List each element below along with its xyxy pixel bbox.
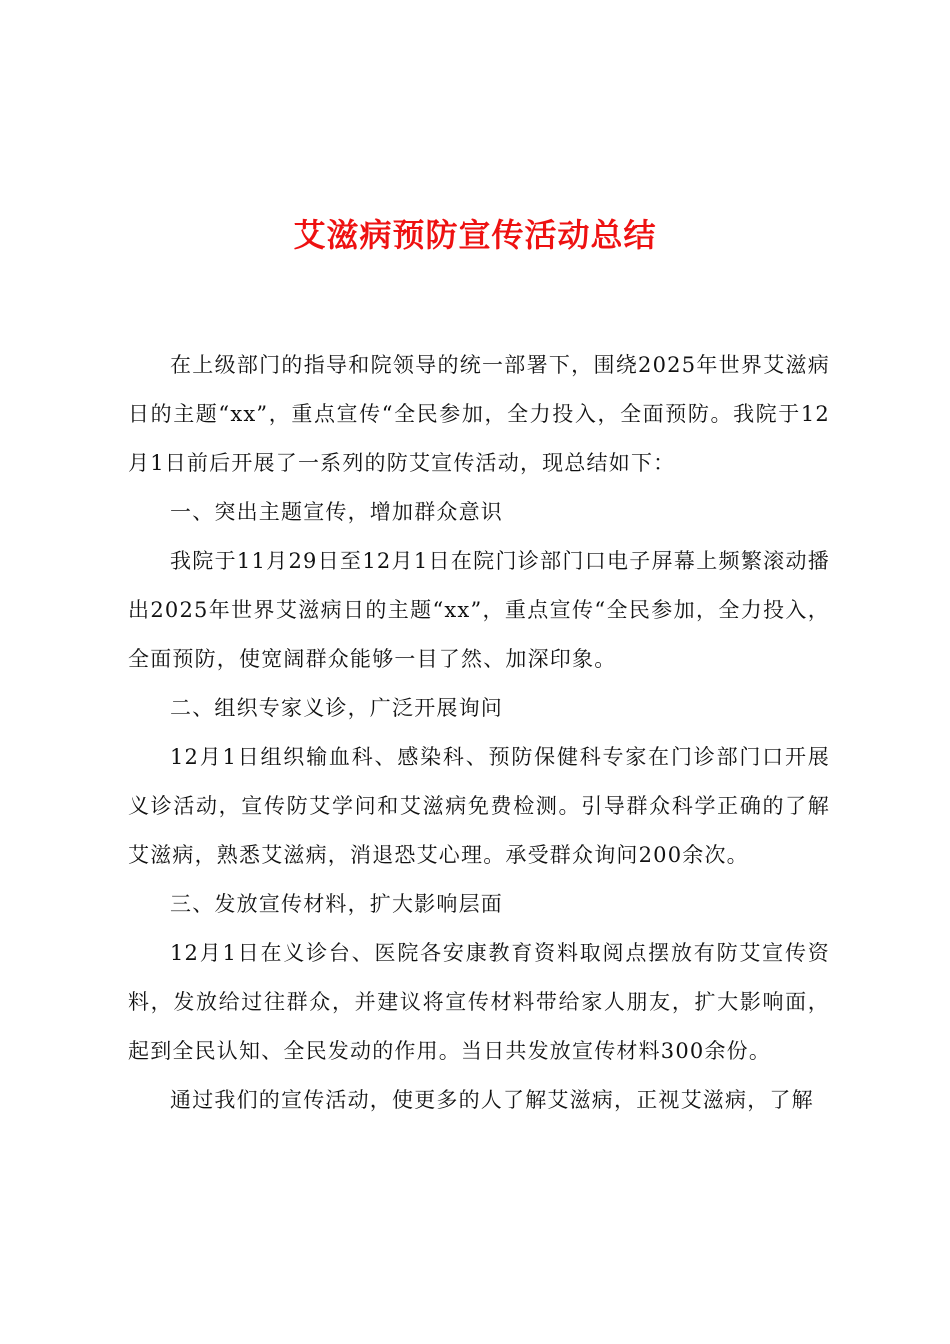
intro-paragraph: 在上级部门的指导和院领导的统一部署下，围绕2025年世界艾滋病日的主题“xx”，重点宣传“全民参加，全力投入，全面预防。我院于12月1日前后开展了一系列的防艾宣传活动，现总结如下： [128, 353, 830, 475]
section-heading-2: 二、组织专家义诊，广泛开展询问 [170, 696, 503, 720]
closing-paragraph: 通过我们的宣传活动，使更多的人了解艾滋病，正视艾滋病，了解 [170, 1088, 814, 1112]
section-paragraph-2: 12月1日组织输血科、感染科、预防保健科专家在门诊部门口开展义诊活动，宣传防艾学问和艾滋病免费检测。引导群众科学正确的了解艾滋病，熟悉艾滋病，消退恐艾心理。承受群众询问200余次。 [128, 745, 830, 867]
document-title: 艾滋病预防宣传活动总结 [293, 216, 657, 254]
section-heading-1: 一、突出主题宣传，增加群众意识 [170, 500, 503, 524]
section-paragraph-1: 我院于11月29日至12月1日在院门诊部门口电子屏幕上频繁滚动播出2025年世界艾滋病日的主题“xx”，重点宣传“全民参加，全力投入，全面预防，使宽阔群众能够一目了然、加深印象。 [128, 549, 830, 671]
section-paragraph-3: 12月1日在义诊台、医院各安康教育资料取阅点摆放有防艾宣传资料，发放给过往群众，并建议将宣传材料带给家人朋友，扩大影响面，起到全民认知、全民发动的作用。当日共发放宣传材料300余份。 [128, 941, 830, 1063]
section-heading-3: 三、发放宣传材料，扩大影响层面 [170, 892, 503, 916]
document-body [128, 341, 830, 1125]
